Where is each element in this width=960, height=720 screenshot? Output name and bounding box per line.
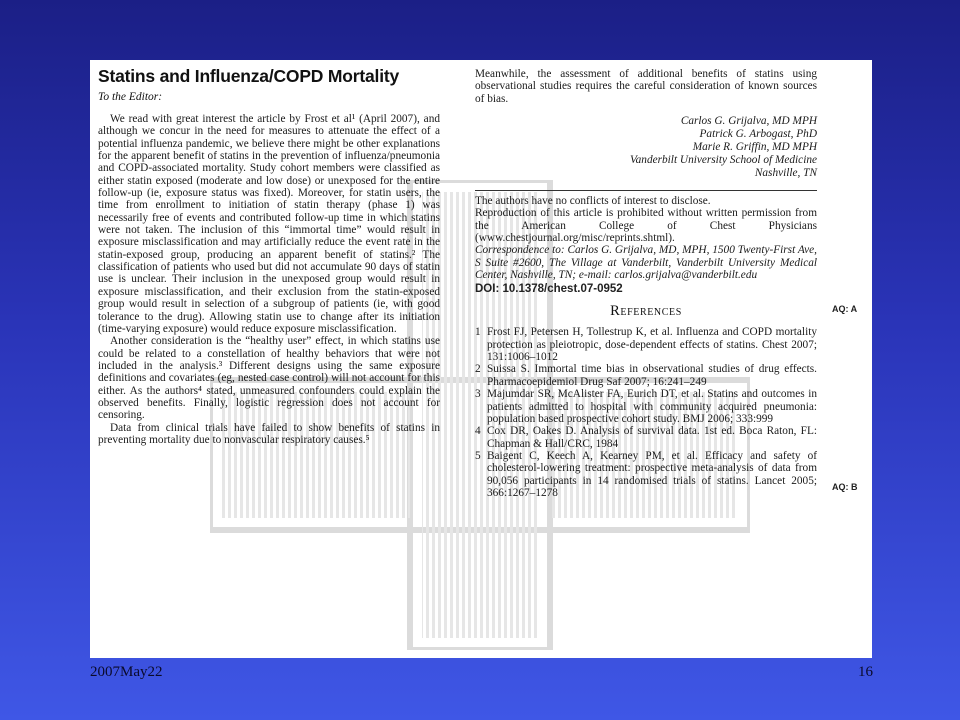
conflicts-note: The authors have no conflicts of interest to disclose.	[475, 195, 711, 208]
reference-text: Majumdar SR, McAlister FA, Eurich DT, et al. Statins and outcomes in patients admitted to hospital with community acquired pneumonia: population based prospective cohort study. BMJ 2006; 333:999	[487, 388, 817, 425]
document-page	[90, 60, 872, 658]
reference-item	[475, 450, 817, 499]
reproduction-note: Reproduction of this article is prohibited without written permission from the American College of Chest Physicians (www.chestjournal.org/misc/reprints.shtml).	[475, 207, 817, 245]
signature-line: Marie R. Griffin, MD MPH	[692, 141, 817, 154]
reference-item	[475, 425, 817, 450]
signature-line: Carlos G. Grijalva, MD MPH	[680, 115, 817, 128]
reference-item	[475, 326, 817, 363]
reference-text: Baigent C, Keech A, Kearney PM, et al. Efficacy and safety of cholesterol-lowering treatment: prospective meta-analysis of data from 90,056 participants in 14 randomised trials of statins. Lancet 2005; 366:1267–1278	[487, 449, 817, 499]
reference-number: 5	[475, 449, 481, 462]
reference-number: 2	[475, 363, 481, 376]
slide-number: 16	[858, 664, 873, 680]
right-column	[475, 68, 817, 499]
reference-item	[475, 363, 817, 388]
signature-line: Patrick G. Arbogast, PhD	[699, 128, 817, 141]
correspondence-note: Correspondence to: Carlos G. Grijalva, MD, MPH, 1500 Twenty-First Ave, S Suite #2600, The Village at Vanderbilt, Vanderbilt University Medical Center, Nashville, TN; e-mail: carlos.grijalva@vanderbilt.edu	[475, 244, 817, 282]
reference-text: Frost FJ, Petersen H, Tollestrup K, et al. Influenza and COPD mortality protection as pleiotropic, dose-dependent effects of statins. Chest 2007; 131:1006–1012	[487, 326, 817, 364]
divider	[475, 190, 817, 191]
signature-line: Vanderbilt University School of Medicine	[630, 154, 817, 167]
references-heading: References	[610, 303, 682, 320]
doi: DOI: 10.1378/chest.07-0952	[475, 283, 623, 296]
reference-text: Suissa S. Immortal time bias in observational studies of drug effects. Pharmacoepidemiol Drug Saf 2007; 16:241–249	[487, 363, 817, 388]
reference-item	[475, 388, 817, 425]
body-paragraph-2: Another consideration is the “healthy user” effect, in which statins use could be related to a constellation of healthy behaviors that were not included in the analysis.³ Different designs using the same exposure definitions and covariates (eg, nested case control) will not account for this either. As the authors⁴ stated, unmeasured confounders could explain the observed benefits. Finally, logistic regression does not account for censoring.	[98, 335, 440, 422]
footer-date: 2007May22	[90, 664, 163, 680]
author-query-b: AQ: B	[832, 482, 858, 492]
reference-number: 4	[475, 425, 481, 438]
reference-number: 3	[475, 388, 481, 401]
body-paragraph-1: We read with great interest the article by Frost et al¹ (April 2007), and although we concur in the need for measures to attenuate the effect of a potential influenza pandemic, we believe there might be other explanations for the apparent benefit of statins in the prevention of influenza/pneumonia and COPD-associated mortality. Study cohort members were classified as either statin exposed (moderate and low dose) or unexposed for the entire follow-up (ie, exposure status was fixed). Moreover, for statin users, the time from enrollment to initiation of statin therapy (phase 1) was necessarily free of events and contributed follow-up time in which statins were not taken. The inclusion of this “immortal time” would result in exposure misclassification and may artificially reduce the event rate in the statin-exposed group, producing an apparent benefit of statins.² The classification of patients who used but did not accumulate 90 days of statin use is unclear. Their inclusion in the unexposed group would result in exposure misclassification, and their exclusion from the statin-exposed group would result in selection of a subgroup of patients (ie, with good tolerance to the drug). Allowing statin use to change after its initiation (time-varying exposure) would reduce exposure misclassification.	[98, 113, 440, 335]
author-signature	[475, 115, 817, 180]
left-column	[98, 66, 440, 446]
reference-text: Cox DR, Oakes D. Analysis of survival data. 1st ed. Boca Raton, FL: Chapman & Hall/CRC, 1984	[487, 425, 817, 450]
signature-line: Nashville, TN	[754, 167, 817, 180]
salutation: To the Editor:	[98, 91, 163, 103]
reference-number: 1	[475, 326, 481, 339]
body-paragraph-4: Meanwhile, the assessment of additional benefits of statins using observational studies requires the careful consideration of known sources of bias.	[475, 68, 817, 105]
author-query-a: AQ: A	[832, 304, 858, 314]
body-paragraph-3: Data from clinical trials have failed to show benefits of statins in preventing mortality due to nonvascular respiratory causes.⁵	[98, 421, 440, 446]
article-title: Statins and Influenza/COPD Mortality	[98, 66, 400, 86]
